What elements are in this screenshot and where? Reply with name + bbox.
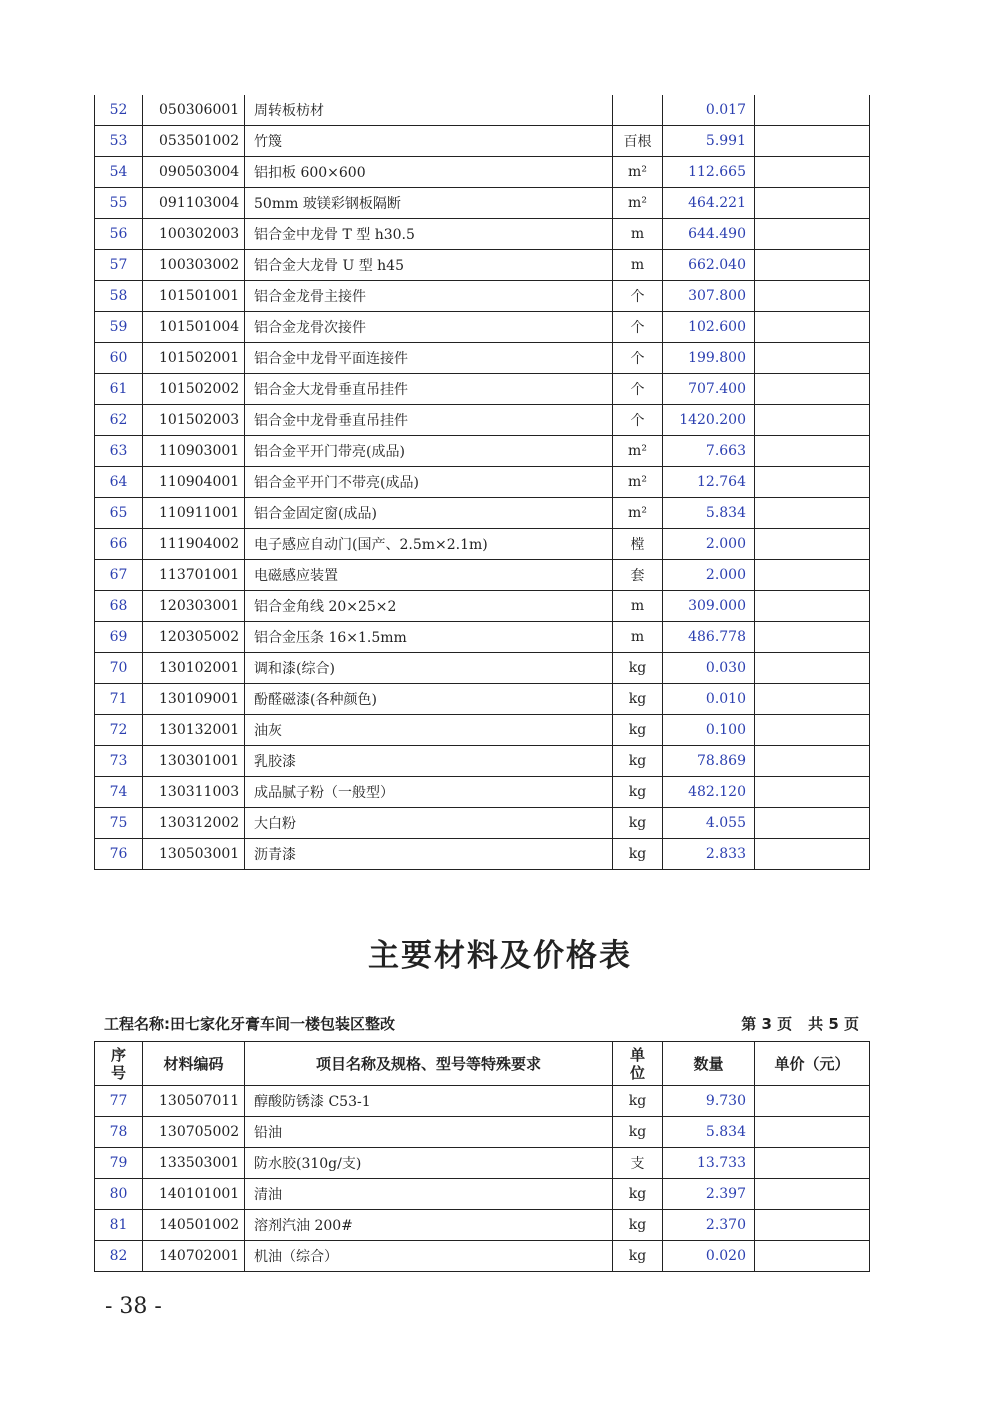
unit-price	[755, 622, 870, 653]
material-unit: 个	[613, 312, 663, 343]
material-unit: m	[613, 250, 663, 281]
table-row	[95, 250, 870, 281]
row-number: 52	[95, 95, 143, 126]
row-number: 59	[95, 312, 143, 343]
material-unit: m	[613, 591, 663, 622]
material-code: 090503004	[143, 157, 245, 188]
unit-price	[755, 1148, 870, 1179]
row-number: 64	[95, 467, 143, 498]
material-quantity: 2.397	[663, 1179, 755, 1210]
material-unit: m²	[613, 157, 663, 188]
header-no: 序号	[95, 1042, 143, 1086]
material-name: 成品腻子粉（一般型）	[245, 777, 613, 808]
material-code: 140101001	[143, 1179, 245, 1210]
material-code: 101502003	[143, 405, 245, 436]
material-name: 铝合金中龙骨平面连接件	[245, 343, 613, 374]
header-price: 单价（元）	[755, 1042, 870, 1086]
total-pages: 共 5 页	[808, 1015, 859, 1033]
material-name: 防水胶(310g/支)	[245, 1148, 613, 1179]
row-number: 73	[95, 746, 143, 777]
table-row	[95, 1086, 870, 1117]
row-number: 53	[95, 126, 143, 157]
material-name: 铝合金平开门带亮(成品)	[245, 436, 613, 467]
unit-price	[755, 839, 870, 870]
unit-price	[755, 529, 870, 560]
unit-price	[755, 560, 870, 591]
table-row	[95, 157, 870, 188]
material-code: 130507011	[143, 1086, 245, 1117]
material-name: 电子感应自动门(国产、2.5m×2.1m)	[245, 529, 613, 560]
material-quantity: 644.490	[663, 219, 755, 250]
unit-price	[755, 684, 870, 715]
header-name: 项目名称及规格、型号等特殊要求	[245, 1042, 613, 1086]
material-code: 130312002	[143, 808, 245, 839]
page-info	[725, 1013, 859, 1034]
unit-price	[755, 591, 870, 622]
material-quantity: 0.010	[663, 684, 755, 715]
material-quantity: 707.400	[663, 374, 755, 405]
unit-price	[755, 219, 870, 250]
material-code: 110911001	[143, 498, 245, 529]
material-quantity: 307.800	[663, 281, 755, 312]
table-row	[95, 1148, 870, 1179]
material-unit: 套	[613, 560, 663, 591]
material-quantity: 2.000	[663, 560, 755, 591]
material-quantity: 2.000	[663, 529, 755, 560]
material-quantity: 2.370	[663, 1210, 755, 1241]
material-code: 101502001	[143, 343, 245, 374]
table-row	[95, 343, 870, 374]
material-unit: 樘	[613, 529, 663, 560]
row-number: 70	[95, 653, 143, 684]
material-unit: kg	[613, 839, 663, 870]
table-row	[95, 684, 870, 715]
material-name: 铝合金压条 16×1.5mm	[245, 622, 613, 653]
material-code: 100302003	[143, 219, 245, 250]
material-code: 130102001	[143, 653, 245, 684]
material-quantity: 4.055	[663, 808, 755, 839]
table-row	[95, 188, 870, 219]
material-name: 铝合金中龙骨 T 型 h30.5	[245, 219, 613, 250]
material-code: 130705002	[143, 1117, 245, 1148]
table-row	[95, 1117, 870, 1148]
unit-price	[755, 653, 870, 684]
material-quantity: 5.991	[663, 126, 755, 157]
material-name: 清油	[245, 1179, 613, 1210]
material-unit: kg	[613, 1210, 663, 1241]
table-row	[95, 839, 870, 870]
material-code: 130109001	[143, 684, 245, 715]
table-row	[95, 777, 870, 808]
material-unit: kg	[613, 808, 663, 839]
table-row	[95, 126, 870, 157]
material-unit: m²	[613, 188, 663, 219]
material-code: 133503001	[143, 1148, 245, 1179]
material-name: 电磁感应装置	[245, 560, 613, 591]
table-header-row	[95, 1042, 870, 1086]
material-code: 140501002	[143, 1210, 245, 1241]
row-number: 61	[95, 374, 143, 405]
material-code: 130503001	[143, 839, 245, 870]
table-row	[95, 529, 870, 560]
unit-price	[755, 281, 870, 312]
material-quantity: 12.764	[663, 467, 755, 498]
unit-price	[755, 1179, 870, 1210]
material-code: 130311003	[143, 777, 245, 808]
header-code: 材料编码	[143, 1042, 245, 1086]
material-quantity: 5.834	[663, 1117, 755, 1148]
material-name: 沥青漆	[245, 839, 613, 870]
row-number: 56	[95, 219, 143, 250]
row-number: 57	[95, 250, 143, 281]
material-name: 铝扣板 600×600	[245, 157, 613, 188]
unit-price	[755, 312, 870, 343]
material-name: 机油（综合）	[245, 1241, 613, 1272]
material-unit: m²	[613, 436, 663, 467]
row-number: 75	[95, 808, 143, 839]
row-number: 63	[95, 436, 143, 467]
material-quantity: 486.778	[663, 622, 755, 653]
material-unit: kg	[613, 1117, 663, 1148]
material-quantity: 112.665	[663, 157, 755, 188]
material-code: 111904002	[143, 529, 245, 560]
material-unit: m	[613, 219, 663, 250]
material-name: 乳胶漆	[245, 746, 613, 777]
material-unit: 百根	[613, 126, 663, 157]
unit-price	[755, 343, 870, 374]
material-name: 铝合金中龙骨垂直吊挂件	[245, 405, 613, 436]
unit-price	[755, 746, 870, 777]
material-quantity: 0.100	[663, 715, 755, 746]
unit-price	[755, 1241, 870, 1272]
material-name: 铝合金大龙骨垂直吊挂件	[245, 374, 613, 405]
unit-price	[755, 1117, 870, 1148]
table-row	[95, 746, 870, 777]
material-quantity: 9.730	[663, 1086, 755, 1117]
row-number: 62	[95, 405, 143, 436]
material-code: 101501004	[143, 312, 245, 343]
material-name: 铝合金龙骨主接件	[245, 281, 613, 312]
material-code: 120305002	[143, 622, 245, 653]
table-row	[95, 1241, 870, 1272]
material-name: 铝合金固定窗(成品)	[245, 498, 613, 529]
material-unit: m²	[613, 498, 663, 529]
material-code: 140702001	[143, 1241, 245, 1272]
material-name: 调和漆(综合)	[245, 653, 613, 684]
header-qty: 数量	[663, 1042, 755, 1086]
material-code: 110904001	[143, 467, 245, 498]
unit-price	[755, 715, 870, 746]
unit-price	[755, 808, 870, 839]
material-quantity: 0.020	[663, 1241, 755, 1272]
row-number: 78	[95, 1117, 143, 1148]
material-code: 130132001	[143, 715, 245, 746]
table-row	[95, 219, 870, 250]
material-name: 竹篾	[245, 126, 613, 157]
material-quantity: 5.834	[663, 498, 755, 529]
table-row	[95, 560, 870, 591]
unit-price	[755, 777, 870, 808]
unit-price	[755, 95, 870, 126]
material-name: 铅油	[245, 1117, 613, 1148]
material-unit: kg	[613, 1179, 663, 1210]
material-quantity: 199.800	[663, 343, 755, 374]
unit-price	[755, 374, 870, 405]
unit-price	[755, 1210, 870, 1241]
row-number: 74	[95, 777, 143, 808]
material-name: 铝合金大龙骨 U 型 h45	[245, 250, 613, 281]
material-name: 周转板枋材	[245, 95, 613, 126]
material-quantity: 13.733	[663, 1148, 755, 1179]
table-row	[95, 405, 870, 436]
row-number: 81	[95, 1210, 143, 1241]
material-unit: m²	[613, 467, 663, 498]
table-row	[95, 1179, 870, 1210]
unit-price	[755, 498, 870, 529]
material-name: 50mm 玻镁彩钢板隔断	[245, 188, 613, 219]
material-unit: kg	[613, 1241, 663, 1272]
material-quantity: 102.600	[663, 312, 755, 343]
table-row	[95, 374, 870, 405]
unit-price	[755, 126, 870, 157]
table-row	[95, 808, 870, 839]
row-number: 66	[95, 529, 143, 560]
row-number: 54	[95, 157, 143, 188]
unit-price	[755, 188, 870, 219]
material-unit: kg	[613, 746, 663, 777]
material-unit: kg	[613, 777, 663, 808]
row-number: 67	[95, 560, 143, 591]
material-code: 053501002	[143, 126, 245, 157]
row-number: 82	[95, 1241, 143, 1272]
material-quantity: 7.663	[663, 436, 755, 467]
material-code: 101501001	[143, 281, 245, 312]
material-quantity: 464.221	[663, 188, 755, 219]
table-row	[95, 591, 870, 622]
row-number: 80	[95, 1179, 143, 1210]
table-row	[95, 622, 870, 653]
material-code: 110903001	[143, 436, 245, 467]
materials-table-bottom	[94, 1041, 870, 1272]
material-name: 铝合金平开门不带亮(成品)	[245, 467, 613, 498]
material-code: 113701001	[143, 560, 245, 591]
material-code: 101502002	[143, 374, 245, 405]
row-number: 71	[95, 684, 143, 715]
material-quantity: 78.869	[663, 746, 755, 777]
row-number: 55	[95, 188, 143, 219]
project-name: 工程名称:田七家化牙膏车间一楼包装区整改	[104, 1015, 396, 1033]
material-code: 100303002	[143, 250, 245, 281]
material-unit: 个	[613, 343, 663, 374]
material-quantity: 2.833	[663, 839, 755, 870]
material-code: 050306001	[143, 95, 245, 126]
material-unit: kg	[613, 653, 663, 684]
material-unit: kg	[613, 715, 663, 746]
table-row	[95, 467, 870, 498]
material-name: 油灰	[245, 715, 613, 746]
unit-price	[755, 405, 870, 436]
material-unit: 个	[613, 374, 663, 405]
material-code: 120303001	[143, 591, 245, 622]
table-row	[95, 653, 870, 684]
material-quantity: 482.120	[663, 777, 755, 808]
row-number: 77	[95, 1086, 143, 1117]
table-row	[95, 715, 870, 746]
table-row	[95, 95, 870, 126]
material-quantity: 0.017	[663, 95, 755, 126]
material-unit: 个	[613, 281, 663, 312]
material-unit: 支	[613, 1148, 663, 1179]
material-unit: kg	[613, 1086, 663, 1117]
row-number: 65	[95, 498, 143, 529]
material-quantity: 1420.200	[663, 405, 755, 436]
material-code: 091103004	[143, 188, 245, 219]
material-code: 130301001	[143, 746, 245, 777]
unit-price	[755, 157, 870, 188]
table-row	[95, 1210, 870, 1241]
material-quantity: 309.000	[663, 591, 755, 622]
table-row	[95, 498, 870, 529]
unit-price	[755, 467, 870, 498]
material-name: 酚醛磁漆(各种颜色)	[245, 684, 613, 715]
row-number: 72	[95, 715, 143, 746]
table-row	[95, 436, 870, 467]
row-number: 76	[95, 839, 143, 870]
material-name: 醇酸防锈漆 C53-1	[245, 1086, 613, 1117]
row-number: 60	[95, 343, 143, 374]
unit-price	[755, 250, 870, 281]
row-number: 69	[95, 622, 143, 653]
material-name: 大白粉	[245, 808, 613, 839]
materials-table-top	[94, 95, 870, 870]
header-unit: 单位	[613, 1042, 663, 1086]
unit-price	[755, 1086, 870, 1117]
material-name: 溶剂汽油 200#	[245, 1210, 613, 1241]
material-name: 铝合金龙骨次接件	[245, 312, 613, 343]
table-row	[95, 312, 870, 343]
material-quantity: 662.040	[663, 250, 755, 281]
material-unit: m	[613, 622, 663, 653]
table-row	[95, 281, 870, 312]
unit-price	[755, 436, 870, 467]
material-unit	[613, 95, 663, 126]
row-number: 68	[95, 591, 143, 622]
row-number: 79	[95, 1148, 143, 1179]
material-unit: 个	[613, 405, 663, 436]
material-quantity: 0.030	[663, 653, 755, 684]
current-page: 第 3 页	[741, 1015, 793, 1033]
material-name: 铝合金角线 20×25×2	[245, 591, 613, 622]
material-unit: kg	[613, 684, 663, 715]
row-number: 58	[95, 281, 143, 312]
page-number: - 38 -	[105, 1294, 162, 1319]
page-title: 主要材料及价格表	[368, 938, 632, 974]
